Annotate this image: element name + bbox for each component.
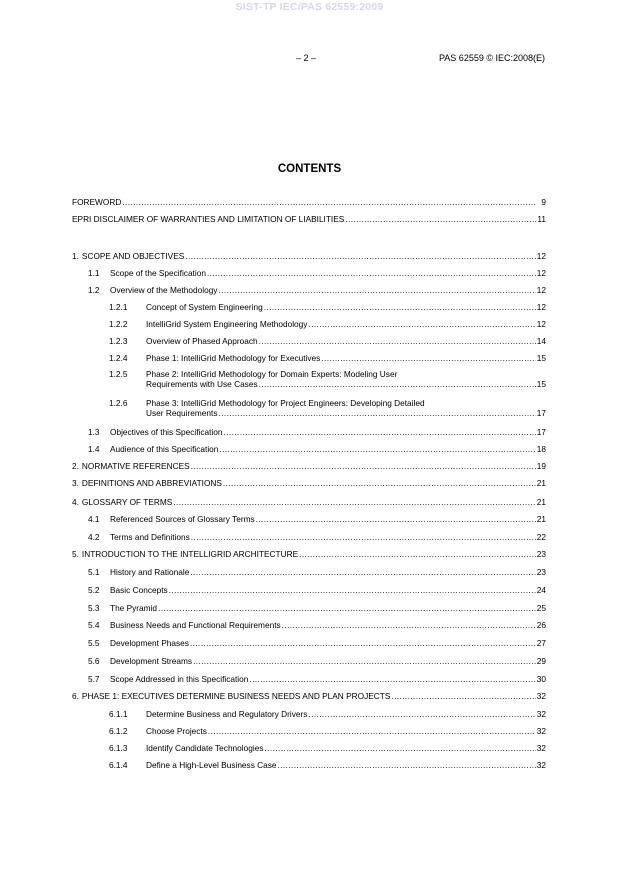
- toc-entry-page: 29: [536, 656, 546, 666]
- toc-entry-title: DEFINITIONS AND ABBREVIATIONS: [81, 478, 222, 488]
- toc-entry-page: 26: [536, 620, 546, 630]
- toc-entry-title: Terms and Definitions: [110, 532, 190, 542]
- toc-entry[interactable]: [109, 336, 546, 346]
- toc-entry[interactable]: [88, 567, 546, 577]
- toc-entry-page: 21: [536, 478, 546, 488]
- toc-entry-title: SCOPE AND OBJECTIVES: [81, 251, 185, 261]
- dot-leader: [218, 408, 535, 418]
- dot-leader: [259, 379, 536, 389]
- page-number: – 2 –: [296, 53, 317, 63]
- dot-leader: [264, 743, 535, 753]
- toc-entry[interactable]: [88, 514, 546, 524]
- toc-entry-number: 5.2: [88, 585, 100, 595]
- toc-entry-title: Referenced Sources of Glossary Terms: [110, 514, 255, 524]
- dot-leader: [249, 674, 535, 684]
- toc-entry-page: 15: [536, 379, 546, 389]
- toc-entry-title: Determine Business and Regulatory Drivers: [146, 709, 308, 719]
- toc-entry-page: 32: [536, 726, 546, 736]
- toc-entry-title: Define a High-Level Business Case: [146, 760, 277, 770]
- toc-entry-title-continued: Requirements with Use Cases: [146, 379, 258, 389]
- toc-entry[interactable]: [109, 743, 546, 753]
- toc-entry-page: 30: [536, 674, 546, 684]
- toc-entry-page: 12: [536, 302, 546, 312]
- toc-entry-page: 22: [536, 532, 546, 542]
- toc-entry-number: 5.7: [88, 674, 100, 684]
- toc-entry-page: 12: [536, 285, 546, 295]
- dot-leader: [173, 497, 535, 507]
- toc-entry-title: GLOSSARY OF TERMS: [81, 497, 173, 507]
- toc-entry-page: 14: [536, 336, 546, 346]
- dot-leader: [278, 760, 536, 770]
- toc-entry-page: 32: [536, 760, 546, 770]
- dot-leader: [218, 285, 535, 295]
- toc-entry[interactable]: [72, 497, 546, 507]
- toc-entry-number: 1.2.3: [109, 336, 128, 346]
- toc-entry-title: Scope Addressed in this Specification: [110, 674, 249, 684]
- toc-entry-title: Overview of the Methodology: [110, 285, 218, 295]
- toc-entry-page: 21: [536, 514, 546, 524]
- toc-entry-number: 1.2.6: [109, 398, 128, 408]
- toc-entry-number: 1.2.2: [109, 319, 128, 329]
- toc-entry[interactable]: [88, 585, 546, 595]
- toc-entry[interactable]: [109, 353, 546, 363]
- toc-entry-number: 5.1: [88, 567, 100, 577]
- toc-entry-number: 6.1.3: [109, 743, 128, 753]
- dot-leader: [158, 603, 536, 613]
- toc-entry[interactable]: [109, 760, 546, 770]
- toc-entry-number: 1.2.1: [109, 302, 128, 312]
- dot-leader: [299, 549, 536, 559]
- toc-entry[interactable]: [88, 427, 546, 437]
- toc-entry-page: 23: [536, 549, 546, 559]
- toc-entry-number: 3.: [72, 478, 79, 488]
- toc-entry-number: 5.3: [88, 603, 100, 613]
- toc-entry-page: 17: [536, 408, 546, 418]
- toc-entry-page: 17: [536, 427, 546, 437]
- dot-leader: [264, 302, 536, 312]
- dot-leader: [259, 336, 536, 346]
- dot-leader: [208, 726, 536, 736]
- dot-leader: [193, 656, 536, 666]
- toc-entry-title: Choose Projects: [146, 726, 207, 736]
- contents-title: CONTENTS: [277, 163, 342, 175]
- dot-leader: [282, 620, 536, 630]
- toc-entry-page: 12: [536, 251, 546, 261]
- toc-entry-page: 23: [536, 567, 546, 577]
- dot-leader: [308, 709, 535, 719]
- toc-entry-title: PHASE 1: EXECUTIVES DETERMINE BUSINESS NEEDS AND PLAN PROJECTS: [81, 691, 391, 701]
- toc-entry-number: 5.: [72, 549, 79, 559]
- toc-entry[interactable]: [72, 461, 546, 471]
- toc-entry-page: 24: [536, 585, 546, 595]
- toc-entry-page: 12: [536, 319, 546, 329]
- toc-entry[interactable]: [88, 532, 546, 542]
- toc-entry[interactable]: [72, 214, 546, 224]
- toc-entry[interactable]: [109, 319, 546, 329]
- toc-entry-page: 25: [536, 603, 546, 613]
- toc-entry[interactable]: [109, 398, 546, 418]
- toc-entry-number: 5.5: [88, 638, 100, 648]
- toc-entry[interactable]: [72, 691, 546, 701]
- dot-leader: [256, 514, 536, 524]
- toc-entry[interactable]: [109, 709, 546, 719]
- toc-entry-title: The Pyramid: [110, 603, 158, 613]
- toc-entry-number: 1.2: [88, 285, 100, 295]
- toc-entry[interactable]: [88, 444, 546, 454]
- toc-entry-title: Overview of Phased Approach: [146, 336, 258, 346]
- toc-entry-page: 11: [537, 214, 546, 224]
- toc-entry-title: Audience of this Specification: [110, 444, 219, 454]
- toc-entry-page: 32: [536, 709, 546, 719]
- dot-leader: [190, 567, 535, 577]
- toc-entry-number: 4.1: [88, 514, 100, 524]
- toc-entry-title: IntelliGrid System Engineering Methodology: [146, 319, 308, 329]
- toc-entry[interactable]: [72, 251, 546, 261]
- toc-entry[interactable]: [109, 726, 546, 736]
- toc-entry-page: 27: [536, 638, 546, 648]
- dot-leader: [308, 319, 535, 329]
- toc-entry-number: 1.1: [88, 268, 100, 278]
- toc-entry-number: 6.: [72, 691, 79, 701]
- toc-entry-number: 2.: [72, 461, 79, 471]
- dot-leader: [321, 353, 535, 363]
- toc-entry-number: 4.: [72, 497, 79, 507]
- toc-entry-title: FOREWORD: [72, 197, 122, 207]
- toc-entry-title: Development Phases: [110, 638, 189, 648]
- toc-entry-title: Concept of System Engineering: [146, 302, 263, 312]
- toc-entry-page: 32: [536, 691, 546, 701]
- dot-leader: [207, 268, 536, 278]
- toc-entry-title: Phase 3: IntelliGrid Methodology for Project Engineers: Developing Detailed: [146, 398, 425, 408]
- toc-entry-number: 1.: [72, 251, 79, 261]
- toc-entry[interactable]: [72, 478, 546, 488]
- dot-leader: [224, 427, 536, 437]
- toc-entry[interactable]: [88, 620, 546, 630]
- toc-entry-number: 5.6: [88, 656, 100, 666]
- toc-entry-number: 6.1.1: [109, 709, 128, 719]
- toc-entry-title: Objectives of this Specification: [110, 427, 223, 437]
- toc-entry-title: NORMATIVE REFERENCES: [81, 461, 190, 471]
- toc-entry-title-continued: User Requirements: [146, 408, 218, 418]
- dot-leader: [223, 478, 536, 488]
- dot-leader: [191, 532, 536, 542]
- dot-leader: [190, 638, 536, 648]
- dot-leader: [191, 461, 536, 471]
- toc-entry-title: Phase 2: IntelliGrid Methodology for Domain Experts: Modeling User: [146, 369, 398, 379]
- toc-entry[interactable]: [88, 603, 546, 613]
- toc-entry-number: 1.2.4: [109, 353, 128, 363]
- toc-entry[interactable]: [88, 268, 546, 278]
- toc-entry[interactable]: [109, 369, 546, 389]
- toc-entry[interactable]: [88, 656, 546, 666]
- toc-entry[interactable]: [72, 549, 546, 559]
- dot-leader: [345, 214, 536, 224]
- toc-entry-number: 1.2.5: [109, 369, 128, 379]
- toc-entry-title: Development Streams: [110, 656, 193, 666]
- toc-entry-number: 5.4: [88, 620, 100, 630]
- toc-entry-title: Identify Candidate Technologies: [146, 743, 264, 753]
- toc-entry-number: 6.1.2: [109, 726, 128, 736]
- toc-entry-number: 1.4: [88, 444, 100, 454]
- toc-entry-page: 21: [536, 497, 546, 507]
- dot-leader: [122, 197, 536, 207]
- toc-entry[interactable]: [109, 302, 546, 312]
- toc-entry-number: 6.1.4: [109, 760, 128, 770]
- toc-entry-page: 12: [536, 268, 546, 278]
- toc-entry-number: 4.2: [88, 532, 100, 542]
- toc-entry-title: Business Needs and Functional Requirements: [110, 620, 281, 630]
- toc-entry-title: Basic Concepts: [110, 585, 168, 595]
- toc-entry[interactable]: [72, 197, 546, 207]
- toc-entry[interactable]: [88, 285, 546, 295]
- toc-entry-number: 1.3: [88, 427, 100, 437]
- dot-leader: [185, 251, 535, 261]
- watermark: SIST-TP IEC/PAS 62559:2009: [235, 1, 384, 13]
- toc-entry[interactable]: [88, 674, 546, 684]
- toc-entry[interactable]: [88, 638, 546, 648]
- toc-entry-page: 18: [536, 444, 546, 454]
- toc-entry-page: 9: [541, 197, 546, 207]
- dot-leader: [219, 444, 535, 454]
- toc-entry-title: Scope of the Specification: [110, 268, 206, 278]
- toc-entry-title: EPRI DISCLAIMER OF WARRANTIES AND LIMITATION OF LIABILITIES: [72, 214, 345, 224]
- dot-leader: [391, 691, 535, 701]
- toc-entry-page: 19: [536, 461, 546, 471]
- toc-entry-page: 32: [536, 743, 546, 753]
- toc-entry-page: 15: [536, 353, 546, 363]
- toc-entry-title: INTRODUCTION TO THE INTELLIGRID ARCHITECTURE: [81, 549, 299, 559]
- document-reference: PAS 62559 © IEC:2008(E): [438, 53, 545, 63]
- dot-leader: [169, 585, 536, 595]
- toc-entry-title: Phase 1: IntelliGrid Methodology for Executives: [146, 353, 321, 363]
- toc-entry-title: History and Rationale: [110, 567, 190, 577]
